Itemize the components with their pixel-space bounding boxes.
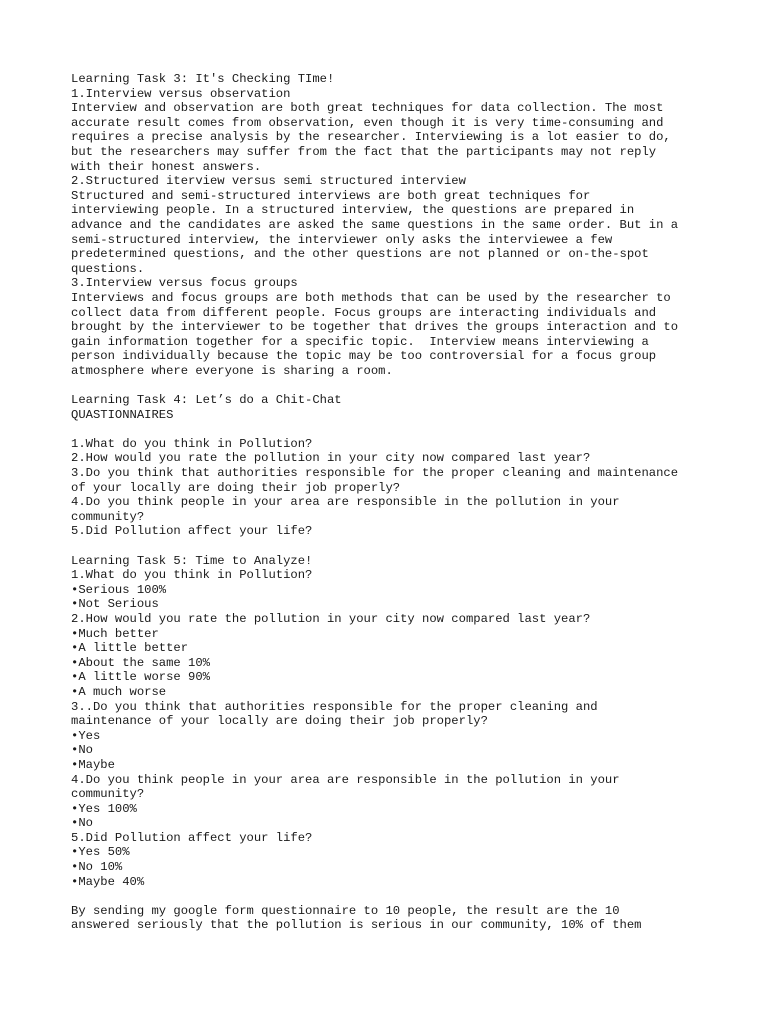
text-line: interviewing people. In a structured interview, the questions are prepared in (71, 203, 635, 218)
text-line: 4.Do you think people in your area are responsible in the pollution in your (71, 495, 620, 510)
text-line: •About the same 10% (71, 655, 210, 670)
text-line: 4.Do you think people in your area are responsible in the pollution in your (71, 772, 620, 787)
text-line: •A little worse 90% (71, 670, 210, 685)
blank-line (71, 889, 711, 904)
text-line: Learning Task 4: Let’s do a Chit-Chat (71, 393, 342, 408)
blank-line (71, 422, 711, 437)
text-line: •No 10% (71, 860, 123, 875)
text-line: with their honest answers. (71, 159, 262, 174)
text-line: •No (71, 816, 93, 831)
text-line: Structured and semi-structured interviews are both great techniques for (71, 188, 591, 203)
text-line: •Maybe (71, 757, 115, 772)
text-line: brought by the interviewer to be together that drives the groups interaction and to (71, 320, 679, 335)
blank-line (71, 378, 711, 393)
text-line: 5.Did Pollution affect your life? (71, 830, 313, 845)
blank-line (71, 539, 711, 554)
text-line: gain information together for a specific topic. Interview means interviewing a (71, 334, 649, 349)
text-line: •Much better (71, 626, 159, 641)
text-line: community? (71, 787, 145, 802)
text-line: collect data from different people. Focus groups are interacting individuals and (71, 305, 657, 320)
text-line: 1.What do you think in Pollution? (71, 436, 313, 451)
text-line: advance and the candidates are asked the same questions in the same order. But in a (71, 217, 679, 232)
text-line: 2.Structured iterview versus semi structured interview (71, 174, 466, 189)
text-line: •Yes (71, 728, 101, 743)
text-line: Interview and observation are both great techniques for data collection. The most (71, 101, 664, 116)
text-line: but the researchers may suffer from the fact that the participants may not reply (71, 144, 657, 159)
text-line: maintenance of your locally are doing their job properly? (71, 714, 488, 729)
text-line: Interviews and focus groups are both methods that can be used by the researcher to (71, 290, 671, 305)
text-line: questions. (71, 261, 145, 276)
text-line: •Not Serious (71, 597, 159, 612)
text-line: •No (71, 743, 93, 758)
text-line: person individually because the topic may be too controversial for a focus group (71, 349, 657, 364)
text-line: 3.Do you think that authorities responsible for the proper cleaning and maintenance (71, 466, 679, 481)
text-line: •A much worse (71, 684, 167, 699)
text-line: 5.Did Pollution affect your life? (71, 524, 313, 539)
text-line: •A little better (71, 641, 189, 656)
text-line: •Serious 100% (71, 582, 167, 597)
text-line: of your locally are doing their job properly? (71, 480, 401, 495)
text-line: •Yes 100% (71, 801, 137, 816)
text-line: semi-structured interview, the interviewer only asks the interviewee a few (71, 232, 613, 247)
text-line: answered seriously that the pollution is serious in our community, 10% of them (71, 918, 642, 933)
text-line: Learning Task 5: Time to Analyze! (71, 553, 313, 568)
text-line: community? (71, 509, 145, 524)
text-line: By sending my google form questionnaire to 10 people, the result are the 10 (71, 903, 620, 918)
text-line: atmosphere where everyone is sharing a room. (71, 363, 393, 378)
text-line: 1.What do you think in Pollution? (71, 568, 313, 583)
text-line: •Maybe 40% (71, 874, 145, 889)
text-line: 1.Interview versus observation (71, 86, 291, 101)
text-line: 2.How would you rate the pollution in your city now compared last year? (71, 451, 591, 466)
text-line: Learning Task 3: It's Checking TIme! (71, 72, 335, 86)
text-line: requires a precise analysis by the researcher. Interviewing is a lot easier to do, (71, 130, 671, 145)
text-line: 2.How would you rate the pollution in your city now compared last year? (71, 611, 591, 626)
text-line: accurate result comes from observation, even though it is very time-consuming and (71, 115, 664, 130)
text-line: •Yes 50% (71, 845, 130, 860)
document-page (71, 72, 711, 933)
text-line: predetermined questions, and the other questions are not planned or on-the-spot (71, 247, 649, 262)
text-line: 3..Do you think that authorities responsible for the proper cleaning and (71, 699, 598, 714)
text-line: QUASTIONNAIRES (71, 407, 174, 422)
text-line: 3.Interview versus focus groups (71, 276, 298, 291)
